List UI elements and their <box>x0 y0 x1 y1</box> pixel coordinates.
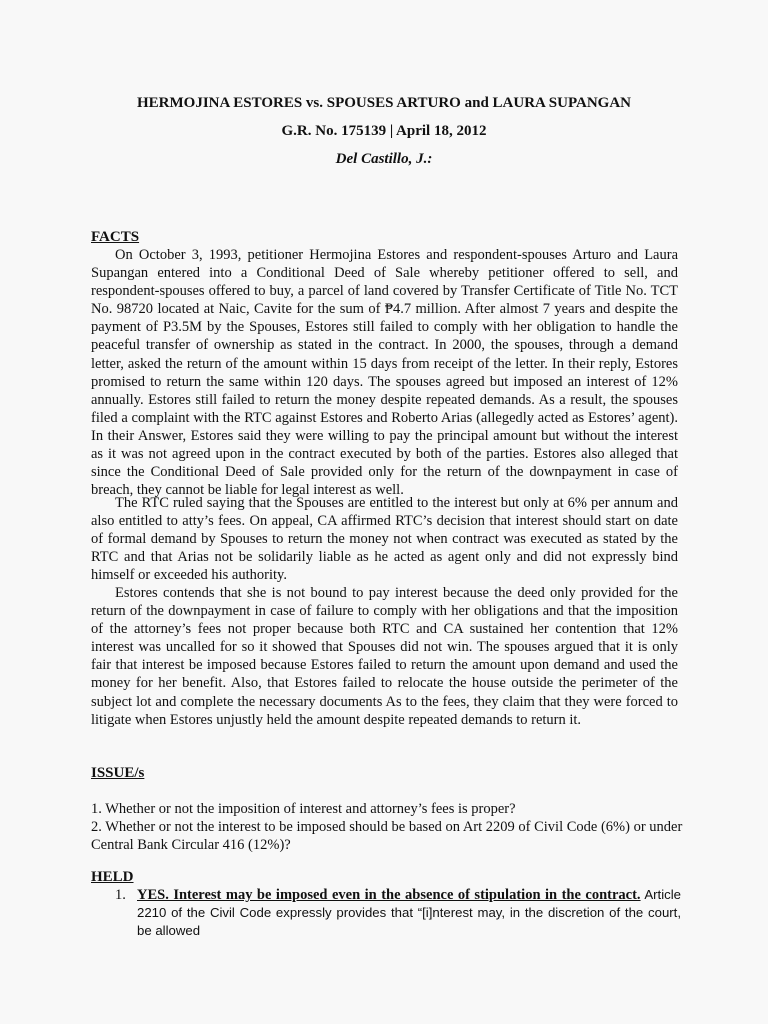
facts-paragraph-3: Estores contends that she is not bound to pay interest because the deed only provided for the return of the downpayment in case of failure to comply with her obligations and that the imposition of the attorney’s fees not proper because both RTC and CA sustained her contention that 12% interest was uncalled for so it showed that Spouses did not win. The spouses argued that it is only fair that interest be imposed because Estores failed to return the amount upon demand and used the money for her benefit. Also, that Estores failed to relocate the house outside the perimeter of the subject lot and complete the necessary documents As to the fees, they claim that they were forced to litigate when Estores unjustly held the amount despite repeated demands to return it. <box>91 585 678 728</box>
issue-item-2: 2. Whether or not the interest to be imposed should be based on Art 2209 of Civil Code (6%) or under Central Bank Circular 416 (12%)? <box>91 819 683 854</box>
held-heading: HELD <box>91 869 134 885</box>
facts-paragraph-1: On October 3, 1993, petitioner Hermojina Estores and respondent-spouses Arturo and Laura Supangan entered into a Conditional Deed of Sale whereby petitioner offered to sell, and respondent-spouses offered to buy, a parcel of land covered by Transfer Certificate of Title No. TCT No. 98720 located at Naic, Cavite for the sum of ₱4.7 million. After almost 7 years and despite the payment of P3.5M by the Spouses, Estores still failed to comply with her obligation to handle the peaceful transfer of ownership as stated in the contract. In 2000, the spouses, through a demand letter, asked the return of the amount within 15 days from receipt of the letter. In their reply, Estores promised to return the same within 120 days. The spouses agreed but imposed an interest of 12% annually. Estores still failed to return the money despite repeated demands. As a result, the spouses filed a complaint with the RTC against Estores and Roberto Arias (allegedly acted as Estores’ agent). In their Answer, Estores said they were willing to pay the principal amount but without the interest as it was not agreed upon in the contract executed by both of the parties. Estores also alleged that since the Conditional Deed of Sale provided only for the return of the downpayment in case of breach, they cannot be liable for legal interest as well. <box>91 247 678 499</box>
ponente: Del Castillo, J.: <box>335 151 433 167</box>
held-item-body: Article 2210 of the Civil Code expressly provides that “[i]nterest may, in the discretion of the court, be allowed <box>137 887 682 939</box>
facts-heading: FACTS <box>91 229 140 245</box>
held-item-text-block <box>137 886 681 940</box>
case-title: HERMOJINA ESTORES vs. SPOUSES ARTURO and LAURA SUPANGAN <box>136 95 632 111</box>
issues-heading: ISSUE/s <box>91 765 145 781</box>
held-item-lead: YES. Interest may be imposed even in the absence of stipulation in the contract. <box>137 887 641 903</box>
case-number: G.R. No. 175139 | April 18, 2012 <box>281 123 487 139</box>
issue-item-1: 1. Whether or not the imposition of interest and attorney’s fees is proper? <box>91 801 516 817</box>
held-item-number: 1. <box>115 887 126 903</box>
facts-paragraph-2: The RTC ruled saying that the Spouses are entitled to the interest but only at 6% per annum and also entitled to atty’s fees. On appeal, CA affirmed RTC’s decision that interest should start on date of formal demand by Spouses to return the money not when contract was executed as stated by the RTC and that Arias not be solidarily liable as he acted as agent only and did not expressly bind himself or exceeded his authority. <box>91 495 678 584</box>
